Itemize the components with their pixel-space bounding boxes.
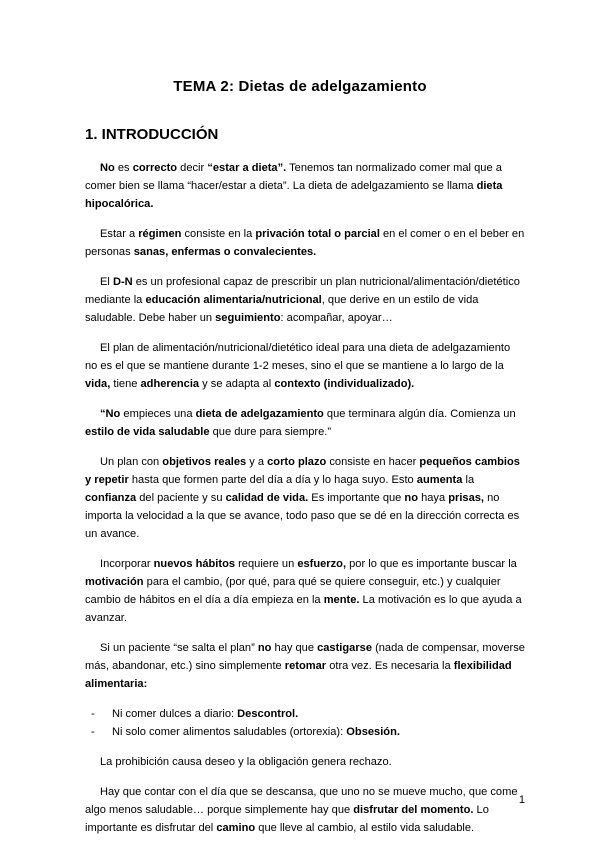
text-run: que dure para siempre.” [209,426,332,438]
paragraph [85,753,525,771]
bold-text-run: corto plazo [267,456,327,468]
text-run: en el comer o en el beber en personas [85,228,525,258]
bold-text-run: camino [216,822,256,834]
text-run: tiene [110,378,141,390]
text-run: consiste en la [181,228,256,240]
bold-text-run: Obsesión. [346,726,400,738]
bold-text-run: dieta hipocalórica. [85,180,503,210]
text-run: del paciente y su [136,492,226,504]
text-run: Si un paciente “se salta el plan” [100,642,258,654]
text-run: : acompañar, apoyar… [280,312,393,324]
bold-text-run: “No [100,408,121,420]
text-run: Un plan con [100,456,163,468]
text-run: Lo importante es disfrutar del [85,804,489,834]
bold-text-run: nuevos hábitos [153,558,236,570]
paragraph [85,783,525,837]
paragraph [85,555,525,627]
bold-text-run: pequeños cambios y repetir [85,456,520,486]
bold-text-run: contexto (individualizado). [274,378,415,390]
bold-text-run: retomar [284,660,327,672]
bold-text-run: estilo de vida saludable [85,426,210,438]
text-run: que terminara algún día. Comienza un [323,408,516,420]
text-run: que lleve al cambio, al estilo vida saludable. [255,822,475,834]
text-run: por lo que es importante buscar la [346,558,517,570]
text-run: la [462,474,475,486]
bullet-list [85,705,525,741]
text-run: para el cambio, (por qué, para qué se quiere conseguir, etc.) y cualquier cambio de hábitos en el día a día empieza en la [85,576,501,606]
bold-text-run: sanas, enfermas o convalecientes. [133,246,317,258]
text-run: haya [417,492,449,504]
bold-text-run: no [404,492,418,504]
bold-text-run: objetivos reales [162,456,247,468]
bold-text-run: régimen [138,228,182,240]
bold-text-run: esfuerzo, [297,558,347,570]
text-run: , que derive en un estilo de vida saludable. Debe haber un [85,294,479,324]
text-run: requiere un [235,558,298,570]
list-item [91,705,525,723]
bold-text-run: Descontrol. [237,708,299,720]
bold-text-run: No [100,162,115,174]
bold-text-run: mente. [323,594,360,606]
bold-text-run: castigarse [317,642,372,654]
bold-text-run: privación total o parcial [255,228,380,240]
bold-text-run: adherencia [140,378,200,390]
bold-text-run: D-N [112,276,133,288]
paragraph [85,339,525,393]
bold-text-run: prisas, [448,492,484,504]
list-item [91,723,525,741]
bold-text-run: calidad de vida. [225,492,309,504]
paragraph [85,273,525,327]
text-run: otra vez. Es necesaria la [326,660,454,672]
text-run: Es importante que [308,492,405,504]
text-run: El [100,276,113,288]
paragraph [85,225,525,261]
bold-text-run: flexibilidad alimentaria: [85,660,512,690]
page-title: TEMA 2: Dietas de adelgazamiento [173,78,427,95]
bold-text-run: seguimiento [215,312,281,324]
text-run: empieces una [120,408,196,420]
text-run: El plan de alimentación/nutricional/dietético ideal para una dieta de adelgazamiento no es el que se mantiene durante 1-2 meses, sino el que se mantiene a lo largo de la [85,342,511,372]
text-run: consiste en hacer [326,456,420,468]
text-run: Incorporar [100,558,154,570]
bold-text-run: vida, [85,378,111,390]
text-run: Ni solo comer alimentos saludables (ortorexia): [112,726,347,738]
text-run: La motivación es lo que ayuda a avanzar. [85,594,522,624]
text-run: es [114,162,133,174]
paragraph [85,159,525,213]
paragraph [85,405,525,441]
paragraph [85,453,525,543]
text-run: y a [246,456,268,468]
page-number: 1 [518,794,525,806]
text-run: hay que [271,642,318,654]
bold-text-run: dieta de adelgazamiento [195,408,324,420]
text-run: Tenemos tan normalizado comer mal que a comer bien se llama “hacer/estar a dieta”. La dieta de adelgazamiento se llama [85,162,502,192]
paragraph [85,639,525,693]
bold-text-run: correcto [132,162,178,174]
text-run: (nada de compensar, moverse más, abandonar, etc.) sino simplemente [85,642,525,672]
text-run: hasta que formen parte del día a día y lo haga suyo. Esto [128,474,417,486]
text-run: no importa la velocidad a la que se avance, todo paso que se dé en la dirección correcta es un avance. [85,492,520,540]
section-heading: 1. INTRODUCCIÓN [85,126,219,143]
bold-text-run: educación alimentaria/nutricional [145,294,322,306]
text-run: es un profesional capaz de prescribir un plan nutricional/alimentación/dietético mediante la [85,276,520,306]
bold-text-run: aumenta [416,474,463,486]
bold-text-run: confianza [85,492,137,504]
bold-text-run: motivación [85,576,144,588]
text-run: decir [177,162,208,174]
text-run: Estar a [100,228,139,240]
text-run: La prohibición causa deseo y la obligación genera rechazo. [100,756,392,768]
bold-text-run: no [257,642,272,654]
bold-text-run: disfrutar del momento. [353,804,474,816]
text-run: Ni comer dulces a diario: [112,708,238,720]
text-run: y se adapta al [199,378,275,390]
bold-text-run: “estar a dieta”. [207,162,287,174]
text-run: Hay que contar con el día que se descansa, que uno no se mueve mucho, que come algo menos saludable… porque simplemente hay que [85,786,518,816]
document-body [85,159,525,849]
